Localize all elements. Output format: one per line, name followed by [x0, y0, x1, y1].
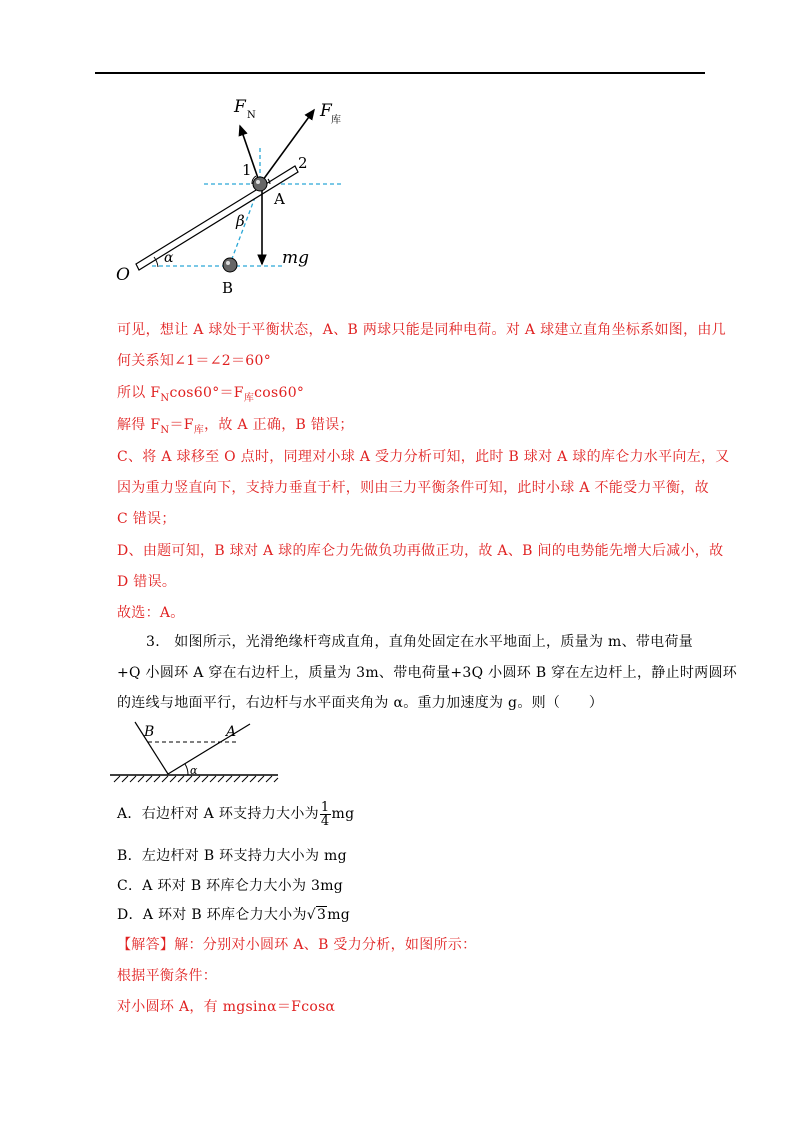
- sol3-sub2: 库: [243, 393, 255, 404]
- ball-b: [223, 258, 237, 272]
- solution-line-2: 何关系知∠1＝∠2＝60°: [117, 353, 271, 369]
- sol3-mid: cos60°＝F: [169, 385, 244, 401]
- answer-line-3: 对小圆环 A，有 mgsinα＝Fcosα: [117, 999, 336, 1015]
- option-a: [117, 800, 354, 828]
- option-d-text: D．A 环对 B 环库仑力大小为: [117, 907, 307, 923]
- solution-line-7: C 错误；: [117, 511, 176, 527]
- solution-line-5: C、将 A 球移至 O 点时，同理对小球 A 受力分析可知，此时 B 球对 A 球的库仑力水平向左，又: [117, 449, 730, 465]
- answer-text-1: 解：分别对小圆环 A、B 受力分析，如图所示：: [174, 937, 477, 953]
- option-d-unit: mg: [327, 907, 351, 923]
- right-rod: [168, 724, 250, 774]
- sol4-mid: ＝F: [169, 417, 194, 433]
- rod: [136, 166, 298, 270]
- solution-line-1: 可见，想让 A 球处于平衡状态，A、B 两球只能是同种电荷。对 A 球建立直角坐标系如图，由几: [117, 322, 726, 338]
- sol3-pre: 所以 F: [117, 385, 161, 401]
- label-a: A: [226, 724, 237, 740]
- alpha-arc-2: [185, 764, 188, 775]
- label-alpha-2: α: [190, 764, 198, 777]
- option-d: [117, 905, 350, 925]
- ball-a-highlight: [256, 180, 260, 184]
- label-mg: mg: [282, 248, 310, 268]
- option-a-text: A．右边杆对 A 环支持力大小为: [117, 806, 319, 822]
- sol4-pre: 解得 F: [117, 417, 161, 433]
- bent-rod-figure: [110, 716, 280, 786]
- label-fku-sub: 库: [331, 115, 341, 126]
- question3-line-1: 3. 如图所示，光滑绝缘杆弯成直角，直角处固定在水平地面上，质量为 m、带电荷量: [146, 634, 694, 650]
- label-fn: F: [234, 97, 246, 117]
- solution-line-10: 故选：A。: [117, 605, 185, 621]
- label-b: B: [144, 724, 155, 740]
- label-fku: F: [320, 101, 332, 121]
- answer-line-1: [117, 935, 476, 955]
- sqrt-three: √3: [306, 907, 327, 923]
- label-angle-1: 1: [242, 161, 252, 179]
- ball-a: [253, 177, 267, 191]
- sol4-post: ，故 A 正确，B 错误；: [204, 417, 354, 433]
- solution-line-6: 因为重力竖直向下，支持力垂直于杆，则由三力平衡条件可知，此时小球 A 不能受力平衡，故: [117, 480, 709, 496]
- header-rule: [95, 72, 705, 74]
- fraction-numerator: 1: [320, 799, 330, 815]
- label-beta: β: [236, 212, 245, 230]
- answer-tag: 【解答】: [117, 937, 175, 953]
- option-c: C．A 环对 B 环库仑力大小为 3mg: [117, 878, 344, 894]
- ball-b-highlight: [226, 261, 230, 265]
- sol4-sub2: 库: [193, 425, 205, 436]
- fraction-denominator: 4: [320, 813, 330, 829]
- sol4-sub1: N: [160, 425, 170, 436]
- option-b: B．左边杆对 B 环支持力大小为 mg: [117, 848, 347, 864]
- label-point-a: A: [274, 190, 285, 208]
- answer-line-2: 根据平衡条件：: [117, 968, 218, 984]
- sol3-sub1: N: [160, 393, 170, 404]
- label-point-o: O: [116, 265, 130, 285]
- question3-line-2: +Q 小圆环 A 穿在右边杆上，质量为 3m、带电荷量+3Q 小圆环 B 穿在左边杆上，静止时两圆环: [117, 665, 738, 681]
- solution-line-8: D、由题可知，B 球对 A 球的库仑力先做负功再做正功，故 A、B 间的电势能先增大后减小，故: [117, 543, 724, 559]
- solution-line-9: D 错误。: [117, 574, 177, 590]
- question3-line-3: 的连线与地面平行，右边杆与水平面夹角为 α。重力加速度为 g。则（ ）: [117, 695, 604, 711]
- label-alpha: α: [164, 250, 174, 266]
- label-angle-2: 2: [298, 154, 308, 172]
- label-point-b: B: [222, 279, 234, 297]
- fraction-one-quarter: [320, 801, 331, 828]
- sqrt-radicand: 3: [317, 907, 327, 923]
- solution-line-4: [117, 415, 354, 437]
- solution-line-3: [117, 383, 304, 405]
- option-a-unit: mg: [331, 806, 355, 822]
- label-fn-sub: N: [247, 110, 256, 121]
- force-diagram-figure: [112, 88, 352, 298]
- sol3-post: cos60°: [254, 385, 305, 401]
